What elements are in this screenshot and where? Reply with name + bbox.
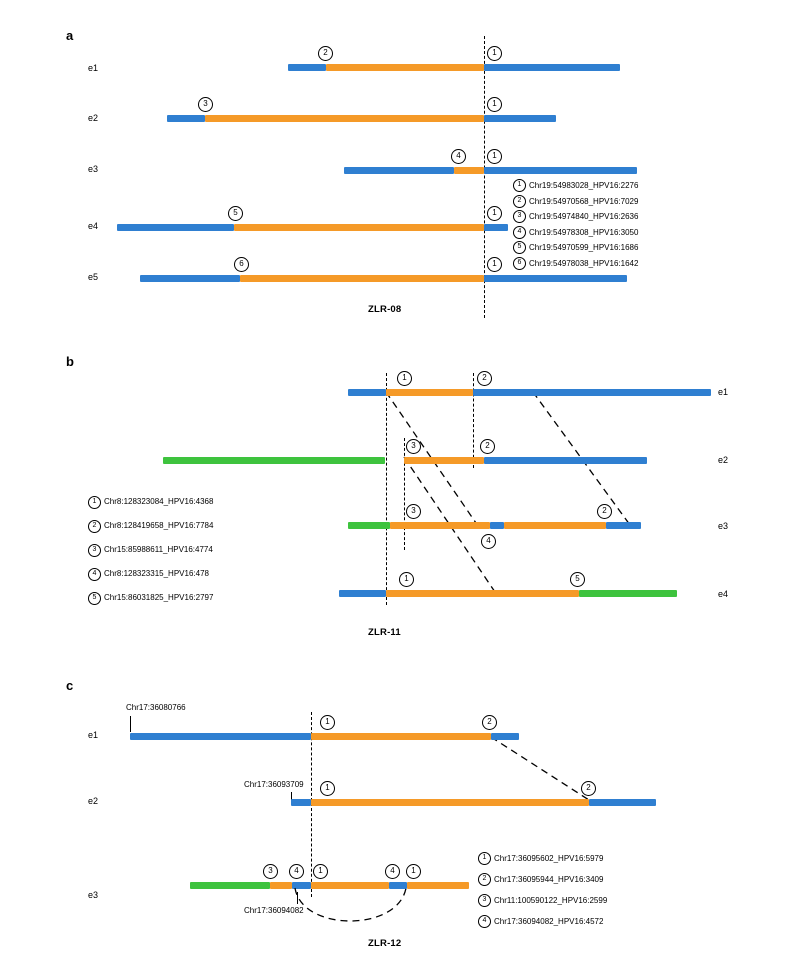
legend-marker-4: 4 [478,915,491,928]
panel-title-c: ZLR-12 [368,938,402,949]
legend-marker-1: 1 [88,496,101,509]
row-label-a-e2: e2 [87,113,98,123]
marker-b-e1-2: 2 [477,371,492,386]
legend-text-2: Chr17:36095944_HPV16:3409 [494,875,604,884]
marker-a-e2-3: 3 [198,97,213,112]
panel-letter-a: a [66,28,74,43]
panel-letter-b: b [66,354,74,369]
legend-marker-5: 5 [513,241,526,254]
legend-marker-1: 1 [478,852,491,865]
legend-text-3: Chr19:54974840_HPV16:2636 [529,212,639,221]
marker-b-e2-2: 2 [480,439,495,454]
marker-b-e3-2: 2 [597,504,612,519]
legend-text-3: Chr15:85988611_HPV16:4774 [104,545,213,554]
row-label-b-e4: e4 [718,589,729,599]
row-label-c-e1: e1 [87,730,98,740]
segment-c-e2-human-left [291,799,311,806]
marker-c-e1-2: 2 [482,715,497,730]
panel-letter-c: c [66,678,74,693]
marker-b-e4-1: 1 [399,572,414,587]
coord-label-c-1: Chr17:36080766 [126,703,186,712]
rearrangement-arc-c [290,886,420,934]
row-label-a-e5: e5 [87,272,98,282]
row-label-a-e3: e3 [87,164,98,174]
row-label-a-e1: e1 [87,63,98,73]
marker-a-e1-2: 2 [318,46,333,61]
legend-text-4: Chr19:54978308_HPV16:3050 [529,227,639,237]
marker-c-e3-1b: 1 [406,864,421,879]
marker-a-e4-5: 5 [228,206,243,221]
panel-title-a: ZLR-08 [368,304,402,315]
marker-b-e2-3: 3 [406,439,421,454]
legend-row [478,869,607,890]
segment-c-e1-human-right [491,733,519,740]
legend-text-3: Chr11:100590122_HPV16:2599 [494,896,608,905]
marker-a-e4-1: 1 [487,206,502,221]
legend-text-4: Chr17:36094082_HPV16:4572 [494,917,604,926]
marker-c-e3-3: 3 [263,864,278,879]
marker-a-e3-1: 1 [487,149,502,164]
legend-marker-4: 4 [88,568,101,581]
legend-text-4: Chr8:128323315_HPV16:478 [104,569,209,578]
legend-text-5: Chr15:86031825_HPV16:2797 [104,593,214,602]
row-label-b-e1: e1 [718,387,729,397]
row-label-c-e3: e3 [87,890,98,900]
segment-c-e1-human-left [130,733,311,740]
legend-text-1: Chr8:128323084_HPV16:4368 [104,497,214,506]
marker-b-e3-4: 4 [481,534,496,549]
legend-text-5: Chr19:54970599_HPV16:1686 [529,243,639,252]
coord-label-c-3: Chr17:36094082 [244,906,304,915]
legend-panel-c [478,848,607,932]
marker-b-e3-3: 3 [406,504,421,519]
segment-c-e3-other [190,882,270,889]
row-label-a-e4: e4 [87,221,98,231]
legend-text-2: Chr8:128419658_HPV16:7784 [104,521,214,530]
legend-marker-2: 2 [478,873,491,886]
legend-row [478,848,607,869]
panel-title-b: ZLR-11 [368,627,401,638]
legend-marker-6: 6 [513,257,526,270]
marker-c-e2-2: 2 [581,781,596,796]
legend-row [478,911,607,932]
legend-marker-3: 3 [513,210,526,223]
row-label-c-e2: e2 [87,796,98,806]
legend-text-1: Chr19:54983028_HPV16:2276 [529,181,639,190]
legend-marker-2: 2 [88,520,101,533]
coord-label-c-2: Chr17:36093709 [244,780,304,789]
legend-row [478,890,607,911]
marker-c-e3-4b: 4 [385,864,400,879]
marker-a-e1-1: 1 [487,46,502,61]
segment-c-e2-human-right [589,799,656,806]
legend-marker-5: 5 [88,592,101,605]
legend-marker-2: 2 [513,195,526,208]
marker-a-e5-1: 1 [487,257,502,272]
marker-c-e3-4: 4 [289,864,304,879]
row-label-b-e3: e3 [718,521,729,531]
legend-text-1: Chr17:36095602_HPV16:5979 [494,854,604,863]
marker-c-e3-1: 1 [313,864,328,879]
marker-a-e3-4: 4 [451,149,466,164]
marker-c-e1-1: 1 [320,715,335,730]
segment-c-e3-hpv-left [270,882,292,889]
legend-marker-3: 3 [478,894,491,907]
legend-marker-4: 4 [513,226,526,239]
marker-a-e2-1: 1 [487,97,502,112]
legend-text-6: Chr19:54978038_HPV16:1642 [529,258,639,268]
marker-c-e2-1: 1 [320,781,335,796]
marker-b-e1-1: 1 [397,371,412,386]
segment-c-e2-hpv [311,799,589,806]
legend-text-2: Chr19:54970568_HPV16:7029 [529,196,639,206]
row-label-b-e2: e2 [718,455,729,465]
segment-c-e1-hpv [311,733,491,740]
legend-marker-3: 3 [88,544,101,557]
marker-b-e4-5: 5 [570,572,585,587]
legend-marker-1: 1 [513,179,526,192]
marker-a-e5-6: 6 [234,257,249,272]
